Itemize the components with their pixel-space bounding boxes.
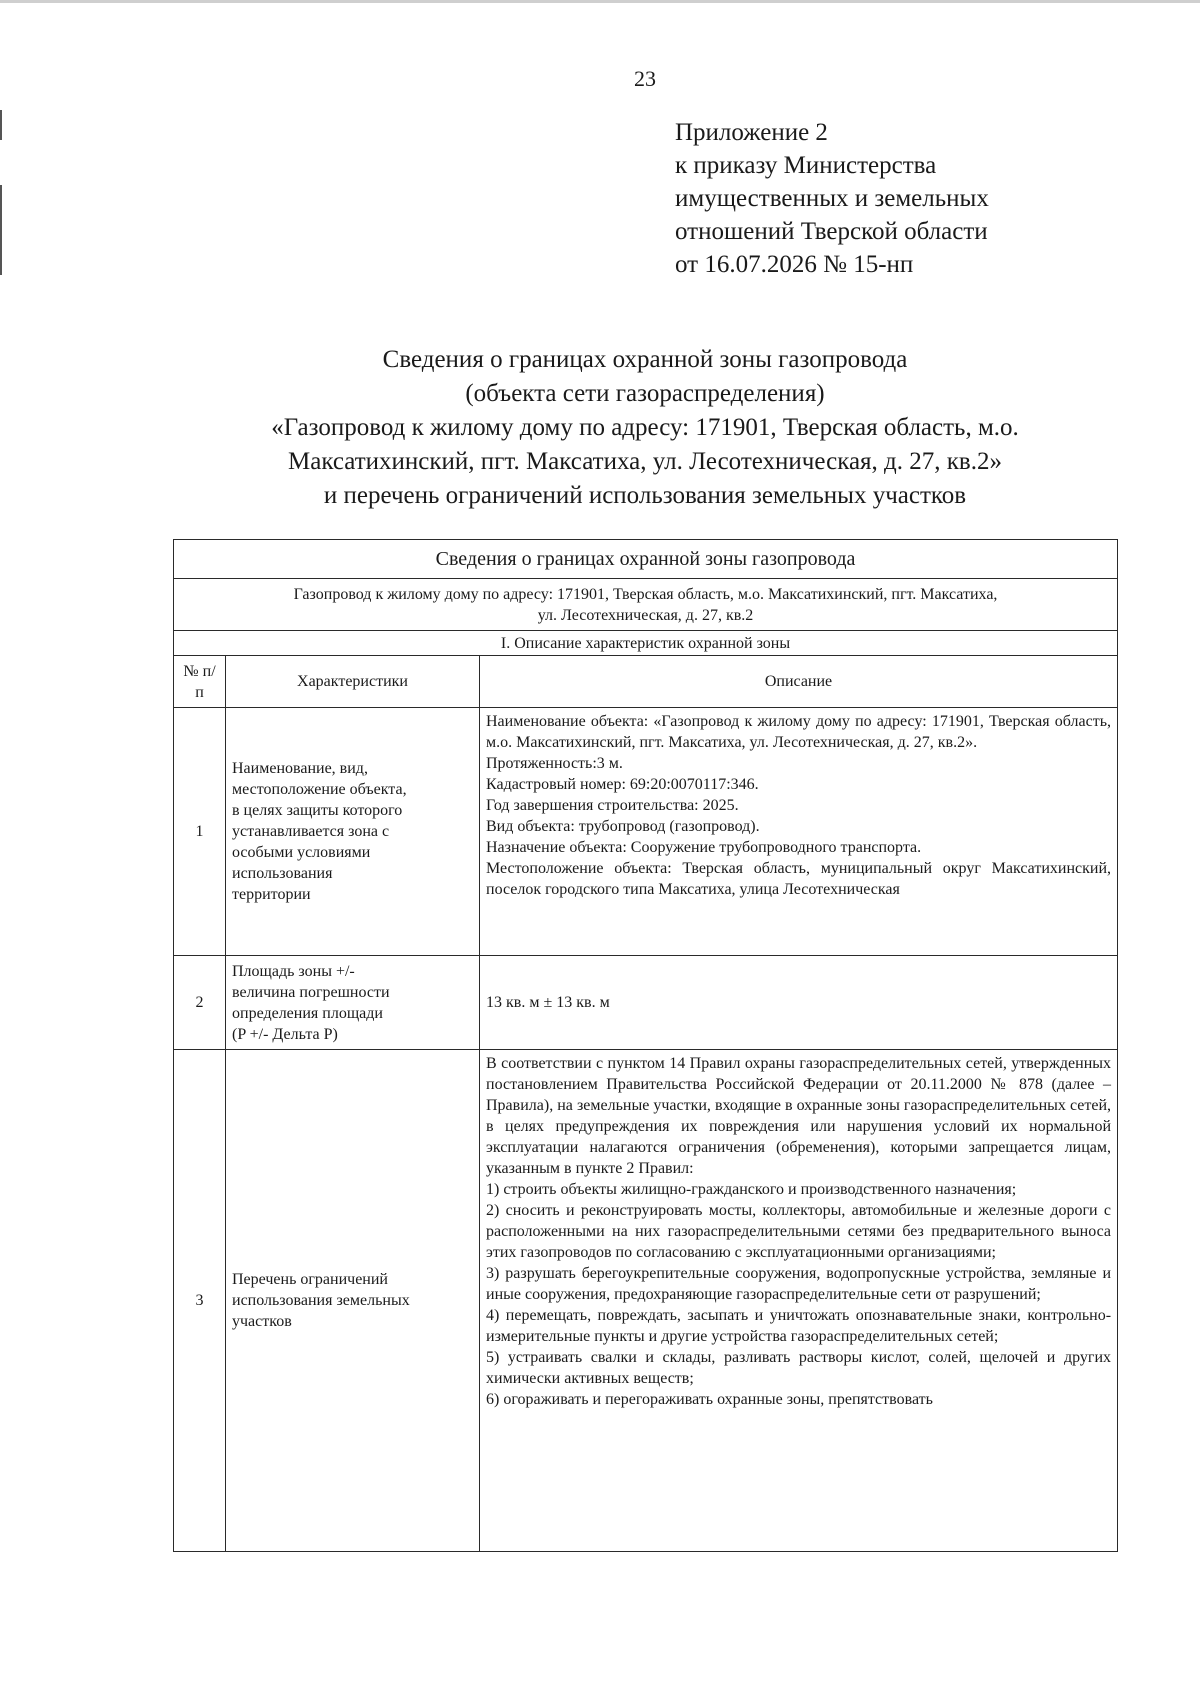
characteristic-line: устанавливается зона с: [232, 823, 390, 840]
row-description: [480, 708, 1118, 956]
title-line: (объекта сети газораспределения): [465, 380, 825, 407]
table-row: [174, 956, 1118, 1050]
row-characteristic: [226, 1050, 480, 1552]
description-line: 3) разрушать берегоукрепительные сооружения, водопропускные устройства, земляные и иные сооружения, предохраняющие газораспределительные сети от разрушений;: [486, 1265, 1112, 1303]
scan-top-edge: [0, 0, 1200, 3]
row-number: 3: [174, 1050, 226, 1552]
characteristic-line: величина погрешности: [232, 983, 390, 1001]
zone-table: [173, 539, 1118, 1552]
object-line: ул. Лесотехническая, д. 27, кв.2: [537, 606, 754, 624]
characteristic-line: участков: [232, 1313, 292, 1330]
characteristic-line: территории: [232, 886, 311, 903]
annex-line: от 16.07.2026 № 15-нп: [675, 251, 914, 278]
column-header-description: Описание: [480, 656, 1118, 708]
characteristic-line: Наименование, вид,: [232, 760, 368, 777]
object-line: Газопровод к жилому дому по адресу: 171901, Тверская область, м.о. Максатихинский, пгт. Максатиха,: [293, 585, 998, 603]
annex-block: [675, 116, 989, 281]
table-object-name: [174, 579, 1118, 631]
column-header-num: № п/п: [174, 656, 226, 708]
characteristic-line: использования: [232, 865, 333, 882]
characteristic-line: определения площади: [232, 1004, 383, 1022]
title-line: «Газопровод к жилому дому по адресу: 171901, Тверская область, м.о.: [271, 414, 1019, 441]
annex-line: отношений Тверской области: [675, 218, 988, 245]
table-object-row: [174, 579, 1118, 631]
description-line: 6) огораживать и перегораживать охранные зоны, препятствовать: [486, 1391, 933, 1408]
description-line: Год завершения строительства: 2025.: [486, 797, 739, 814]
row-description: [480, 1050, 1118, 1552]
annex-line: Приложение 2: [675, 119, 828, 146]
row-description: 13 кв. м ± 13 кв. м: [480, 956, 1118, 1050]
scan-margin-mark: [0, 110, 2, 140]
description-line: Протяженность:3 м.: [486, 755, 623, 772]
table-caption-row: [174, 540, 1118, 579]
table-column-header: [174, 656, 1118, 708]
title-line: Максатихинский, пгт. Максатиха, ул. Лесотехническая, д. 27, кв.2»: [288, 448, 1002, 475]
scan-margin-mark: [0, 185, 2, 275]
characteristic-line: особыми условиями: [232, 844, 371, 861]
description-line: Наименование объекта: «Газопровод к жилому дому по адресу: 171901, Тверская область, м.о. Максатихинский, пгт. Максатиха, ул. Лесотехническая, д. 27, кв.2».: [486, 713, 1112, 751]
table-section-row: [174, 631, 1118, 656]
table-row: [174, 1050, 1118, 1552]
row-characteristic: [226, 956, 480, 1050]
document-title: [140, 343, 1150, 513]
description-line: В соответствии с пунктом 14 Правил охраны газораспределительных сетей, утвержденных постановлением Правительства Российской Федерации от 20.11.2000 № 878 (далее – Правила), на земельные участки, входящие в охранные зоны газораспределительных сетей, в целях предупреждения их повреждения или нарушения условий их нормальной эксплуатации налагаются ограничения (обременения), которыми запрещается лицам, указанным в пункте 2 Правил:: [486, 1055, 1112, 1177]
description-line: 5) устраивать свалки и склады, разливать растворы кислот, солей, щелочей и других химически активных веществ;: [486, 1349, 1112, 1387]
row-number: 1: [174, 708, 226, 956]
characteristic-line: в целях защиты которого: [232, 802, 403, 819]
characteristic-line: использования земельных: [232, 1292, 410, 1309]
characteristic-line: (P +/- Дельта P): [232, 1025, 338, 1043]
description-line: 2) сносить и реконструировать мосты, коллекторы, автомобильные и железные дороги с расположенными на них газораспределительными сетями без предварительного выноса этих газопроводов по согласованию с эксплуатационными организациями;: [486, 1202, 1112, 1261]
table-caption: Сведения о границах охранной зоны газопровода: [174, 540, 1118, 579]
table-row: [174, 708, 1118, 956]
row-number: 2: [174, 956, 226, 1050]
description-line: Назначение объекта: Сооружение трубопроводного транспорта.: [486, 839, 922, 856]
characteristic-line: Площадь зоны +/-: [232, 962, 355, 980]
title-line: Сведения о границах охранной зоны газопровода: [382, 346, 908, 373]
column-header-characteristic: Характеристики: [226, 656, 480, 708]
description-line: Местоположение объекта: Тверская область, муниципальный округ Максатихинский, поселок городского типа Максатиха, улица Лесотехническая: [486, 860, 1112, 898]
description-line: 4) перемещать, повреждать, засыпать и уничтожать опознавательные знаки, контрольно-измерительные пункты и другие устройства газораспределительных сетей;: [486, 1307, 1112, 1345]
row-characteristic: [226, 708, 480, 956]
page-number: 23: [634, 66, 656, 91]
description-line: 1) строить объекты жилищно-гражданского и производственного назначения;: [486, 1181, 1017, 1198]
description-line: Кадастровый номер: 69:20:0070117:346.: [486, 776, 759, 793]
annex-line: имущественных и земельных: [675, 185, 989, 212]
annex-line: к приказу Министерства: [675, 152, 937, 179]
title-line: и перечень ограничений использования земельных участков: [323, 482, 967, 509]
characteristic-line: Перечень ограничений: [232, 1271, 388, 1288]
description-line: Вид объекта: трубопровод (газопровод).: [486, 818, 760, 835]
table-section-title: I. Описание характеристик охранной зоны: [174, 631, 1118, 656]
characteristic-line: местоположение объекта,: [232, 781, 407, 798]
